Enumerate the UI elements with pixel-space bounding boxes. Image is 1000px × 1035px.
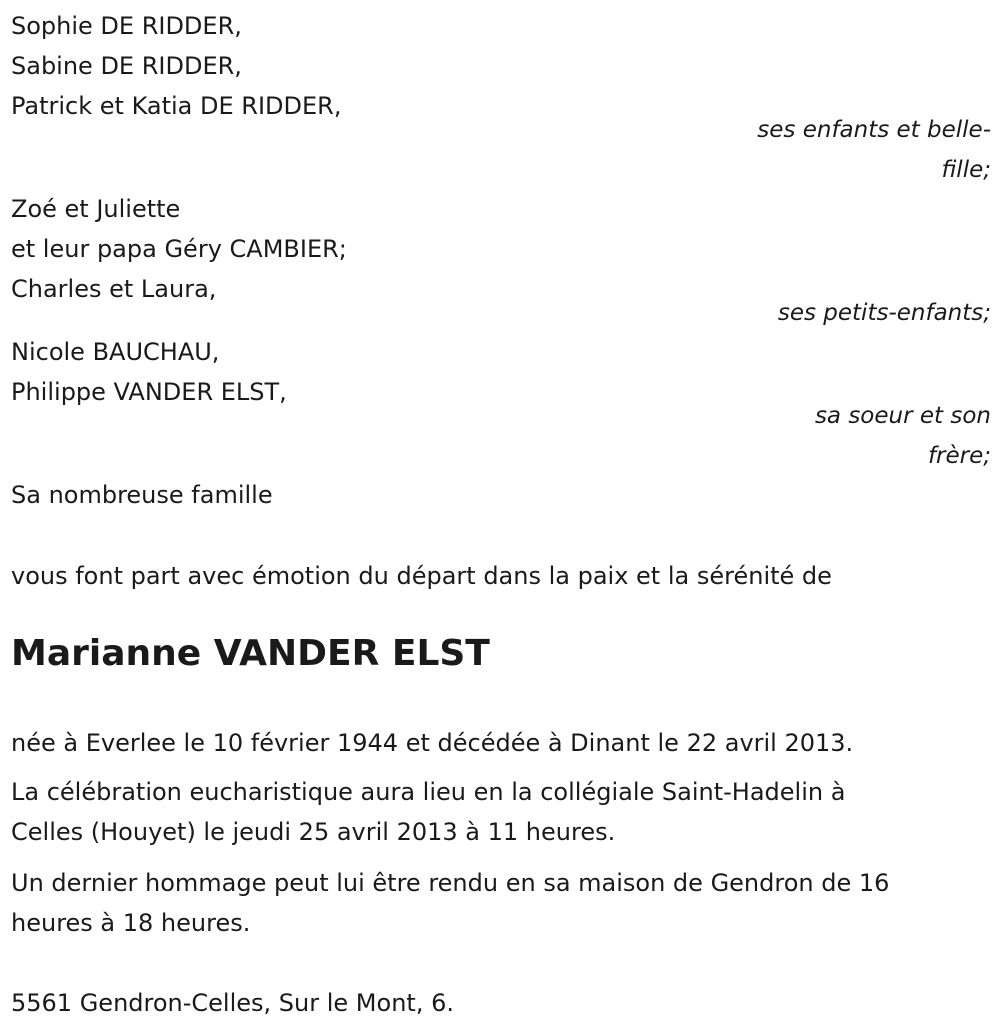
family-line: Sa nombreuse famille (11, 481, 273, 509)
child-name: Patrick et Katia DE RIDDER, (11, 92, 342, 120)
children-block (11, 6, 991, 126)
grandchildren-relation: ses petits-enfants; (777, 300, 991, 326)
sibling-name: Nicole BAUCHAU, (11, 338, 220, 366)
child-name: Sabine DE RIDDER, (11, 52, 242, 80)
announcement: vous font part avec émotion du départ dans la paix et la sérénité de (11, 562, 832, 590)
deceased-name: Marianne VANDER ELST (11, 633, 490, 674)
grandchildren-block (11, 189, 991, 309)
tribute-block: Un dernier hommage peut lui être rendu en sa maison de Gendron de 16 heures à 18 heures. (11, 869, 890, 937)
sibling-name: Philippe VANDER ELST, (11, 378, 287, 406)
siblings-relation: sa soeur et son frère; (814, 403, 991, 469)
children-relation: ses enfants et belle- fille; (757, 117, 991, 183)
celebration-block: La célébration eucharistique aura lieu en la collégiale Saint-Hadelin à Celles (Houyet) le jeudi 25 avril 2013 à 11 heures. (11, 778, 846, 846)
grandchild-name: et leur papa Géry CAMBIER; (11, 235, 347, 263)
grandchild-name: Charles et Laura, (11, 275, 217, 303)
address-line: 5561 Gendron-Celles, Sur le Mont, 6. (11, 989, 454, 1017)
birth-death-line: née à Everlee le 10 février 1944 et décédée à Dinant le 22 avril 2013. (11, 729, 854, 757)
child-name: Sophie DE RIDDER, (11, 12, 242, 40)
grandchild-name: Zoé et Juliette (11, 195, 181, 223)
